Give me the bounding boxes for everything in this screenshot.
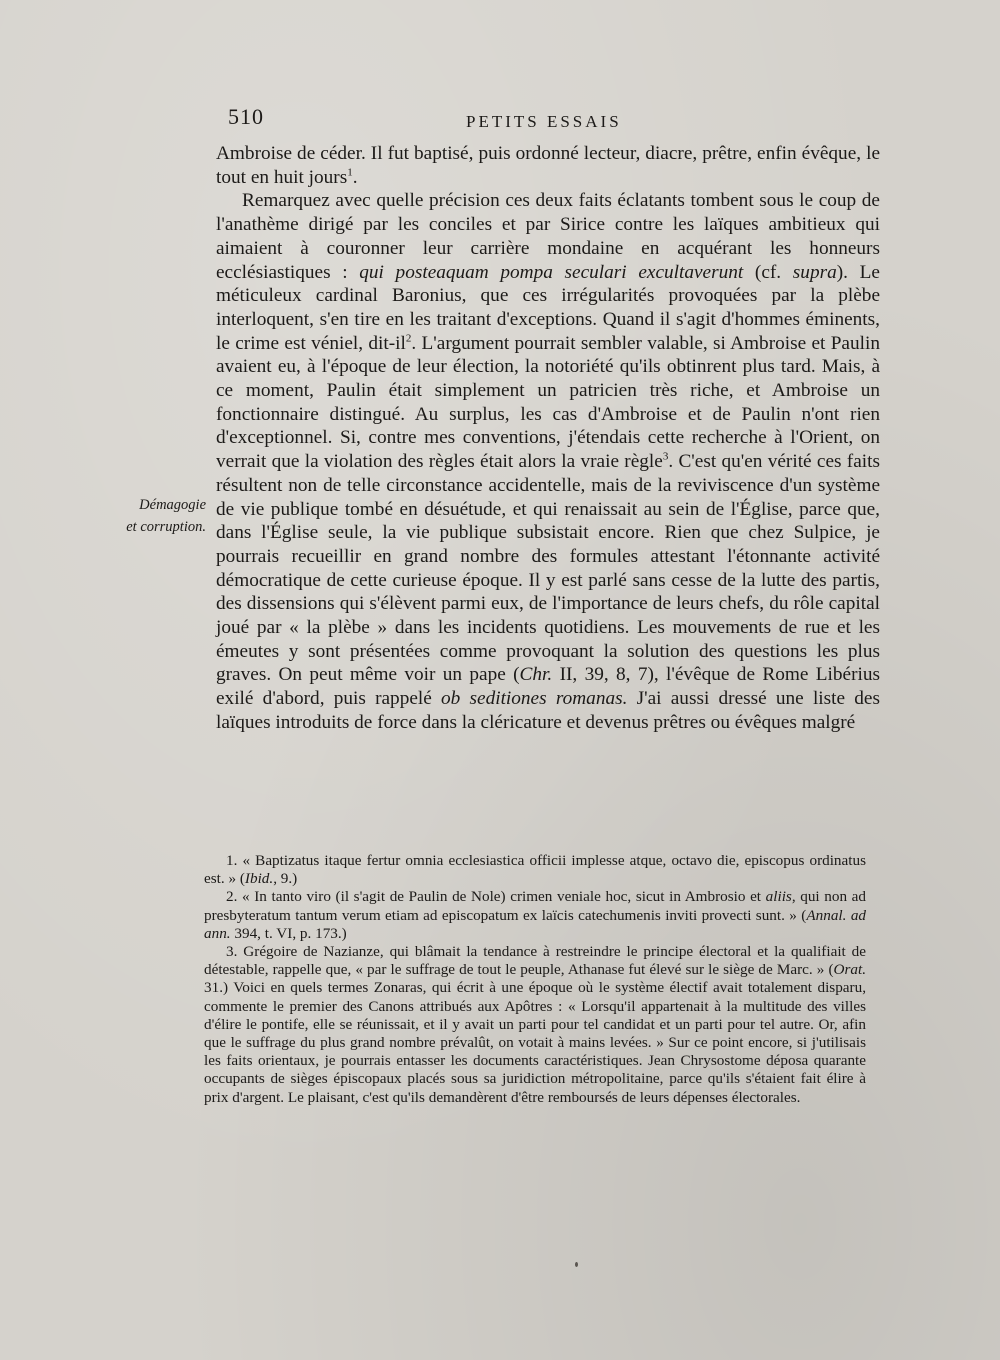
footnote-ref-1: 1 bbox=[347, 166, 353, 179]
footnote-3-orat: Orat. bbox=[833, 961, 866, 979]
paragraph-2-part-b: (cf. bbox=[743, 261, 793, 283]
running-head: PETITS ESSAIS bbox=[466, 112, 622, 131]
supra-ref: supra bbox=[792, 261, 837, 283]
footnote-3-text: 3. Grégoire de Nazianze, qui blâmait la tendance à restreindre le principe électoral et la qualifiait de détestable, rappelle que, « par le suffrage de tout le peuple, Athanase fut élevé sur le siège de Marc. » ( bbox=[204, 943, 866, 979]
paper-speck bbox=[575, 1262, 578, 1267]
footnote-2-aliis: aliis bbox=[765, 888, 792, 906]
paragraph-2-part-g: J'ai aussi dressé une liste des laïques introduits de force dans la cléricature et devenus prêtres ou évêques malgré bbox=[216, 688, 880, 733]
footnote-2 bbox=[204, 888, 866, 943]
main-text bbox=[216, 142, 880, 735]
margin-note-line-2: et corruption. bbox=[126, 519, 206, 535]
footnote-3-end: 31.) Voici en quels termes Zonaras, qui écrit à une époque où le système électif avait totalement disparu, commente le premier des Canons attribués aux Apôtres : « Lorsqu'il appartenait à la multitude des villes d'élire le pontife, elle se réunissait, et il y avait un parti pour tel candidat et un parti pour tel autre. Or, afin que le suffrage du plus grand nombre prévalût, on votait à mains levées. » Sur ce point encore, si j'utilisais les faits orientaux, je pourrais entasser les documents caractéristiques. Jean Chrysostome déposa quarante occupants de sièges épiscopaux placés sous sa juridiction métropolitaine, parce qu'ils s'étaient fait élire à prix d'argent. Le plaisant, c'est qu'ils demandèrent d'être remboursés de leurs dépenses électorales. bbox=[204, 979, 866, 1106]
chronicle-ref: Chr. bbox=[519, 664, 553, 686]
page-header bbox=[228, 104, 878, 134]
latin-quote: qui posteaquam pompa seculari excultaverunt bbox=[359, 261, 744, 283]
paragraph-2-part-a: Remarquez avec quelle précision ces deux faits éclatants tombent sous le coup de l'anathème dirigé par les conciles et par Sirice contre les laïques ambitieux qui aimaient à couronner leur carrière mondaine en acquérant les honneurs ecclésiastiques : bbox=[216, 190, 880, 283]
footnote-2-middle: , qui non ad presbyteratum tantum verum etiam ad episcopatum ex laïcis catechumenis inviti provecti sunt. » ( bbox=[204, 888, 866, 924]
margin-note bbox=[100, 494, 206, 538]
paragraph-2-part-f: II, 39, 8, 7), l'évêque de Rome Libérius exilé d'abord, puis rappelé bbox=[216, 664, 880, 710]
page-number: 510 bbox=[228, 104, 264, 129]
footnote-1-text: 1. « Baptizatus itaque fertur omnia ecclesiastica officii implesse atque, octavo die, episcopus ordinatus est. » ( bbox=[204, 852, 866, 888]
paragraph-1-end: . bbox=[352, 166, 358, 188]
footnote-1-ibid: Ibid. bbox=[244, 870, 274, 888]
paragraph-2 bbox=[216, 189, 880, 734]
latin-phrase: ob seditiones romanas. bbox=[441, 688, 628, 710]
footnote-3 bbox=[204, 943, 866, 1107]
paragraph-1 bbox=[216, 142, 880, 189]
footnote-ref-2: 2 bbox=[405, 332, 412, 345]
footnotes bbox=[204, 852, 866, 1107]
footnote-ref-3: 3 bbox=[662, 450, 669, 463]
footnote-2-end: 394, t. VI, p. 173.) bbox=[230, 924, 347, 942]
footnote-2-text: 2. « In tanto viro (il s'agit de Paulin de Nole) crimen veniale hoc, sicut in Ambrosio et bbox=[226, 888, 766, 906]
paragraph-1-text: Ambroise de céder. Il fut baptisé, puis ordonné lecteur, diacre, prêtre, enfin évêque, le tout en huit jours bbox=[216, 143, 880, 188]
paragraph-2-part-d: . L'argument pourrait sembler valable, si Ambroise et Paulin avaient eu, à l'époque de leur élection, la notoriété qu'ils obtinrent plus tard. Mais, à ce moment, Paulin était simplement un patricien très riche, et Ambroise un fonctionnaire distingué. Au surplus, les cas d'Ambroise et de Paulin n'ont rien d'exceptionnel. Si, contre mes conventions, j'étendais cette recherche à l'Orient, on verrait que la violation des règles était alors la vraie règle bbox=[216, 332, 880, 473]
paragraph-2-part-c: ). Le méticuleux cardinal Baronius, que ces irrégularités provoquées par la plèbe interloquent, s'en tire en les traitant d'exceptions. Quand il s'agit d'hommes éminents, le crime est véniel, dit-il bbox=[216, 261, 880, 354]
margin-note-line-1: Démagogie bbox=[139, 497, 206, 513]
footnote-2-annal: Annal. ad ann. bbox=[204, 906, 867, 942]
footnote-1-end: , 9.) bbox=[273, 870, 298, 888]
paragraph-2-part-e: . C'est qu'en vérité ces faits résultent non de telle circonstance accidentelle, mais de la reviviscence d'un système de vie publique tombé en désuétude, et qui renaissait au sein de l'Église, parce que, dans l'Église seule, la vie publique subsistait encore. Rien que chez Sulpice, je pourrais recueillir en grand nombre des formules attestant l'étonnante activité démocratique de cette curieuse époque. Il y est parlé sans cesse de la lutte des partis, des dissensions qui s'élèvent parmi eux, de l'importance de leurs chefs, du rôle capital joué par « la plèbe » dans les incidents quotidiens. Les mouvements de rue et les émeutes y sont présentées comme provoquant la solution des questions les plus graves. On peut même voir un pape ( bbox=[216, 451, 880, 686]
footnote-1 bbox=[204, 852, 866, 888]
